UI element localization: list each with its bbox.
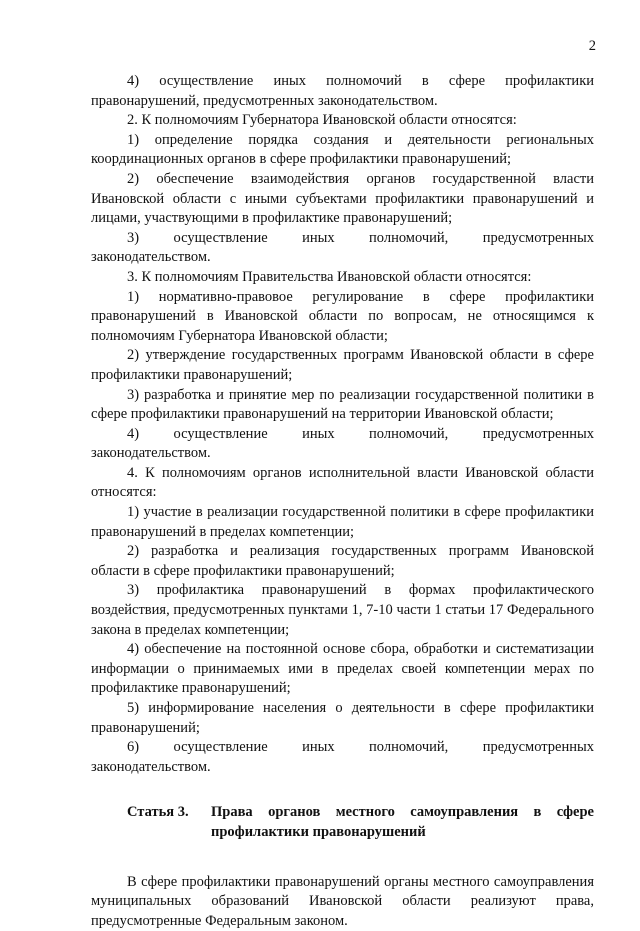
paragraph: 3) осуществление иных полномочий, предусмотренных законодательством. xyxy=(91,229,594,266)
paragraph: 2) утверждение государственных программ Ивановской области в сфере профилактики правонарушений; xyxy=(91,347,594,383)
closing-paragraph: В сфере профилактики правонарушений органы местного самоуправления муниципальных образований Ивановской области реализуют права, предусмотренные Федеральным законом. xyxy=(91,873,594,929)
paragraph: 4) осуществление иных полномочий, предусмотренных законодательством. xyxy=(91,425,594,462)
paragraph: 2) разработка и реализация государственных программ Ивановской области в сфере профилактики правонарушений; xyxy=(91,543,594,579)
paragraph: 4. К полномочиям органов исполнительной власти Ивановской области относятся: xyxy=(91,464,594,501)
paragraph: 3) разработка и принятие мер по реализации государственной политики в сфере профилактики правонарушений на территории Ивановской области; xyxy=(91,386,594,423)
article-title: Права органов местного самоуправления в сфере профилактики правонарушений xyxy=(211,804,594,840)
paragraph: 1) нормативно-правовое регулирование в сфере профилактики правонарушений в Ивановской области по вопросам, не относящимся к полномочиям Губернатора Ивановской области; xyxy=(91,288,594,344)
paragraph: 1) участие в реализации государственной политики в сфере профилактики правонарушений в пределах компетенции; xyxy=(91,504,594,540)
document-body xyxy=(91,72,594,931)
paragraph: 3. К полномочиям Правительства Ивановской области относятся: xyxy=(127,268,532,285)
article-heading xyxy=(91,803,594,842)
paragraph: 5) информирование населения о деятельности в сфере профилактики правонарушений; xyxy=(91,700,594,736)
paragraph: 2. К полномочиям Губернатора Ивановской области относятся: xyxy=(127,112,517,129)
paragraph: 6) осуществление иных полномочий, предусмотренных законодательством. xyxy=(91,739,594,775)
page-number: 2 xyxy=(588,38,596,54)
paragraph: 4) обеспечение на постоянной основе сбора, обработки и систематизации информации о принимаемых ими в пределах своей компетенции мерах по профилактике правонарушений; xyxy=(91,641,594,697)
paragraph: 2) обеспечение взаимодействия органов государственной власти Ивановской области с иными субъектами профилактики правонарушений и лицами, участвующими в профилактике правонарушений; xyxy=(91,170,594,227)
paragraph: 3) профилактика правонарушений в формах профилактического воздействия, предусмотренных пунктами 1, 7-10 части 1 статьи 17 Федерального закона в пределах компетенции; xyxy=(91,582,594,638)
article-label: Статья 3. xyxy=(127,804,189,821)
paragraph: 1) определение порядка создания и деятельности региональных координационных органов в сфере профилактики правонарушений; xyxy=(91,131,594,168)
paragraph: 4) осуществление иных полномочий в сфере профилактики правонарушений, предусмотренных законодательством. xyxy=(91,73,594,109)
